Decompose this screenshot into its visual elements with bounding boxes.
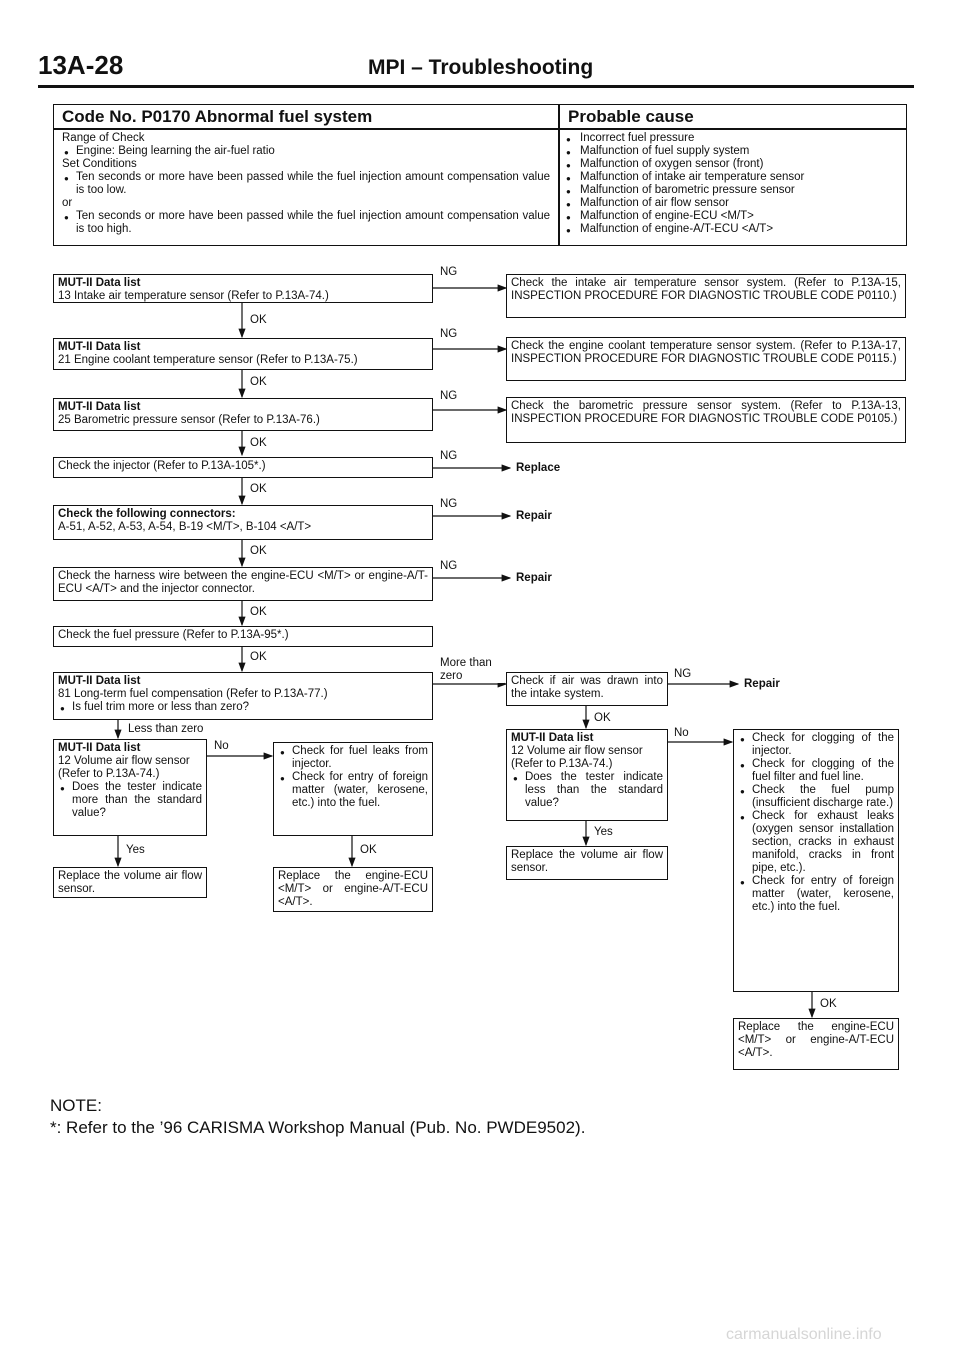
no-label: No xyxy=(674,727,689,739)
ok-label: OK xyxy=(250,437,267,449)
ok-label: OK xyxy=(250,606,267,618)
cause-item: ● Malfunction of fuel supply system xyxy=(566,145,896,158)
leak-item: ● Check for entry of foreign matter (water, kerosene, etc.) into the fuel. xyxy=(292,771,428,810)
ng-replace: Replace xyxy=(516,462,561,474)
ng-label: NG xyxy=(440,450,458,462)
check-item: ● Check the fuel pump (insufficient discharge rate.) xyxy=(752,784,894,810)
ng-barometric: Check the barometric pressure sensor system. (Refer to P.13A-13, INSPECTION PROCEDURE FOR DIAGNOSTIC TROUBLE CODE P0105.) xyxy=(506,397,906,443)
ng-label: NG xyxy=(440,390,458,402)
step-text: 13 Intake air temperature sensor (Refer to P.13A-74.) xyxy=(58,290,329,302)
watermark: carmanualsonline.info xyxy=(726,1326,882,1343)
ok-label: OK xyxy=(594,712,611,724)
air-intake-check: Check if air was drawn into the intake system. xyxy=(506,672,668,706)
check-item: ● Check for clogging of the fuel filter and fuel line. xyxy=(752,758,894,784)
maf-line: 12 Volume air flow sensor xyxy=(58,755,190,767)
ok-label: OK xyxy=(250,376,267,388)
step-question: ● Is fuel trim more or less than zero? xyxy=(72,701,428,714)
replace-ecu-right: Replace the engine-ECU <M/T> or engine-A/T-ECU <A/T>. xyxy=(733,1018,899,1070)
more-than-zero-label: More than zero xyxy=(440,657,504,683)
maf-ref: (Refer to P.13A-74.) xyxy=(58,768,160,780)
fuel-leak-check xyxy=(273,742,433,836)
less-than-zero-label: Less than zero xyxy=(128,723,204,735)
ng-label: NG xyxy=(440,560,458,572)
ok-label: OK xyxy=(820,998,837,1010)
check-item: ● Check for exhaust leaks (oxygen sensor installation section, cracks in exhaust manifold, cracks in front pipe, etc.). xyxy=(752,810,894,875)
set-item-high: ● Ten seconds or more have been passed while the fuel injection amount compensation value is too high. xyxy=(76,210,550,236)
maf-question: ● Does the tester indicate less than the standard value? xyxy=(525,771,663,810)
step-title: MUT-II Data list xyxy=(511,732,594,744)
check-item: ● Check for entry of foreign matter (water, kerosene, etc.) into the fuel. xyxy=(752,875,894,914)
step-title: MUT-II Data list xyxy=(58,341,141,353)
cause-item: ● Malfunction of barometric pressure sensor xyxy=(566,184,896,197)
cause-heading: Probable cause xyxy=(568,107,694,126)
ng-intake-air-temp: Check the intake air temperature sensor system. (Refer to P.13A-15, INSPECTION PROCEDURE FOR DIAGNOSTIC TROUBLE CODE P0110.) xyxy=(506,274,906,318)
step-title: MUT-II Data list xyxy=(58,742,141,754)
page-number: 13A-28 xyxy=(38,50,124,80)
ng-repair-harness: Repair xyxy=(516,572,552,584)
or-label: or xyxy=(62,197,73,209)
no-label: No xyxy=(214,740,229,752)
ng-label: NG xyxy=(440,266,458,278)
ng-label: NG xyxy=(440,328,458,340)
yes-label: Yes xyxy=(594,826,613,838)
step-fuel-trim xyxy=(53,672,433,720)
range-item: ● Engine: Being learning the air-fuel ratio xyxy=(76,145,550,158)
range-label: Range of Check xyxy=(62,132,145,144)
right-maf-check xyxy=(506,729,668,821)
ok-label: OK xyxy=(250,545,267,557)
maf-question: ● Does the tester indicate more than the standard value? xyxy=(72,781,202,820)
step-injector: Check the injector (Refer to P.13A-105*.) xyxy=(53,457,433,478)
ok-label: OK xyxy=(360,844,377,856)
note-label: NOTE: xyxy=(50,1096,102,1115)
step-text: A-51, A-52, A-53, A-54, B-19 <M/T>, B-104 <A/T> xyxy=(58,521,312,533)
left-maf-check xyxy=(53,739,207,836)
clogging-check-list xyxy=(733,729,899,992)
step-title: Check the following connectors: xyxy=(58,508,236,520)
note-text: *: Refer to the ’96 CARISMA Workshop Manual (Pub. No. PWDE9502). xyxy=(50,1118,586,1137)
leak-item: ● Check for fuel leaks from injector. xyxy=(292,745,428,771)
step-coolant-temp xyxy=(53,338,433,370)
ng-label: NG xyxy=(674,668,692,680)
cause-item: ● Malfunction of engine-A/T-ECU <A/T> xyxy=(566,223,896,236)
ok-label: OK xyxy=(250,314,267,326)
replace-ecu-left: Replace the engine-ECU <M/T> or engine-A/T-ECU <A/T>. xyxy=(273,867,433,912)
cause-item: ● Malfunction of air flow sensor xyxy=(566,197,896,210)
page-title: MPI – Troubleshooting xyxy=(368,56,594,79)
step-harness: Check the harness wire between the engine-ECU <M/T> or engine-A/T-ECU <A/T> and the injector connector. xyxy=(53,567,433,601)
set-label: Set Conditions xyxy=(62,158,137,170)
step-text: 81 Long-term fuel compensation (Refer to P.13A-77.) xyxy=(58,688,328,700)
set-item-low: ● Ten seconds or more have been passed while the fuel injection amount compensation value is too low. xyxy=(76,171,550,197)
ng-coolant-temp: Check the engine coolant temperature sensor system. (Refer to P.13A-17, INSPECTION PROCEDURE FOR DIAGNOSTIC TROUBLE CODE P0115.) xyxy=(506,337,906,381)
cause-item: ● Malfunction of engine-ECU <M/T> xyxy=(566,210,896,223)
step-text: 25 Barometric pressure sensor (Refer to P.13A-76.) xyxy=(58,414,320,426)
ok-label: OK xyxy=(250,483,267,495)
ng-repair-connectors: Repair xyxy=(516,510,552,522)
ok-label: OK xyxy=(250,651,267,663)
right-replace-maf: Replace the volume air flow sensor. xyxy=(506,846,668,880)
cause-item: ● Malfunction of oxygen sensor (front) xyxy=(566,158,896,171)
step-title: MUT-II Data list xyxy=(58,675,141,687)
check-item: ● Check for clogging of the injector. xyxy=(752,732,894,758)
left-replace-maf: Replace the volume air flow sensor. xyxy=(53,867,207,898)
step-intake-air-temp xyxy=(53,274,433,303)
cause-item: ● Incorrect fuel pressure xyxy=(566,132,896,145)
repair-label: Repair xyxy=(744,678,780,690)
step-text: 21 Engine coolant temperature sensor (Refer to P.13A-75.) xyxy=(58,354,358,366)
yes-label: Yes xyxy=(126,844,145,856)
step-fuel-pressure: Check the fuel pressure (Refer to P.13A-95*.) xyxy=(53,626,433,647)
code-heading: Code No. P0170 Abnormal fuel system xyxy=(62,107,373,126)
maf-ref: (Refer to P.13A-74.) xyxy=(511,758,613,770)
step-barometric xyxy=(53,398,433,431)
step-title: MUT-II Data list xyxy=(58,401,141,413)
cause-item: ● Malfunction of intake air temperature sensor xyxy=(566,171,896,184)
maf-line: 12 Volume air flow sensor xyxy=(511,745,643,757)
step-connectors xyxy=(53,505,433,540)
step-title: MUT-II Data list xyxy=(58,277,141,289)
ng-label: NG xyxy=(440,498,458,510)
